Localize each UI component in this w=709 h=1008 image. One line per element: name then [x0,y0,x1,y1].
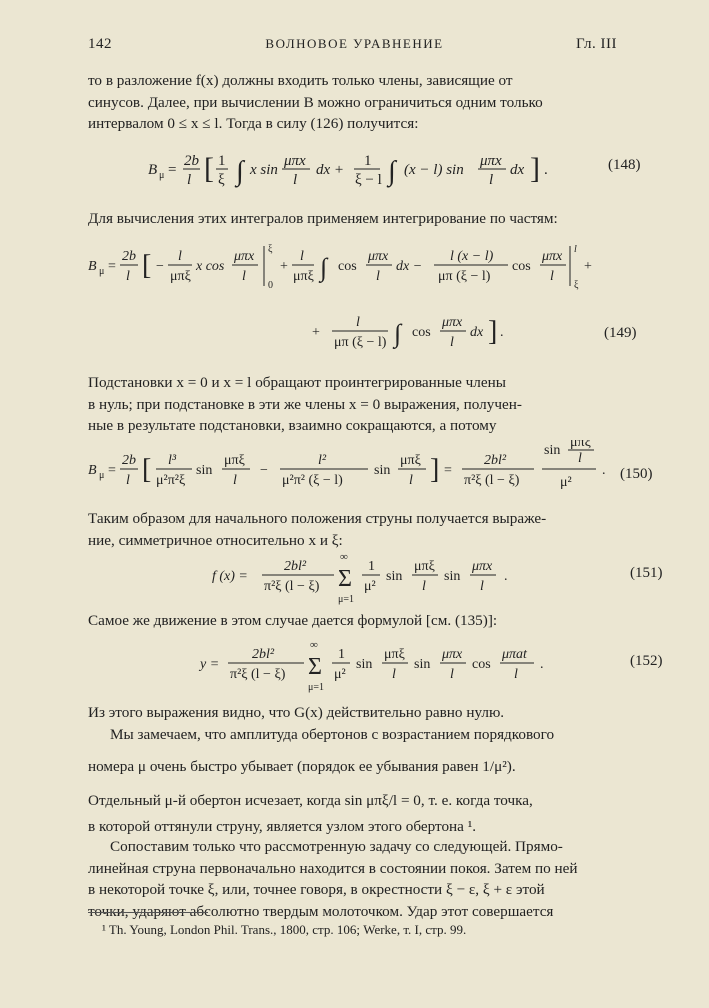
svg-text:l: l [514,667,518,682]
svg-text:ξ: ξ [268,244,273,255]
svg-text:sin: sin [386,569,403,584]
svg-text:l: l [233,473,237,488]
text-line: в которой оттянули струну, является узлом этого обертона ¹. [88,817,477,835]
text-line: синусов. Далее, при вычислении B можно ограничиться одним только [88,93,543,111]
svg-text:cos: cos [472,657,491,672]
paragraph-4 [88,508,628,551]
equation-152 [88,638,663,699]
svg-text:[: [ [142,454,152,485]
svg-text:μπx: μπx [542,249,563,264]
svg-text:l: l [300,249,304,264]
svg-text:B: B [88,259,97,274]
svg-text:+: + [312,325,320,340]
svg-text:−: − [260,463,268,478]
text-line: в некоторой точке ξ, или, точнее говоря, в окрестности ξ − ε, ξ + ε этой [88,881,545,898]
equation-number: (148) [608,157,641,173]
equation-148-graphic [88,140,648,200]
svg-text:]: ] [430,454,440,485]
paragraph-6 [88,702,628,724]
svg-text:sin: sin [374,463,391,478]
svg-text:π²ξ (l − ξ): π²ξ (l − ξ) [264,579,320,594]
svg-text:2b: 2b [122,249,136,264]
svg-text:=: = [444,463,452,478]
svg-text:∫: ∫ [388,156,396,187]
text-line: то в разложение f(x) должны входить только члены, зависящие от [88,72,513,89]
svg-text:cos: cos [412,325,431,340]
svg-text:=: = [108,259,116,274]
svg-text:l: l [409,473,413,488]
svg-text:l: l [293,172,298,188]
paragraph-1 [88,70,628,135]
equation-148 [88,140,648,205]
svg-text:.: . [540,657,544,672]
svg-text:l: l [126,473,130,488]
svg-text:dx −: dx − [396,259,423,274]
svg-text:.: . [504,569,508,584]
svg-text:μπξ: μπξ [414,559,435,574]
svg-text:]: ] [530,152,540,185]
svg-text:l: l [578,451,582,466]
svg-text:l: l [450,667,454,682]
text-line: Самое же движение в этом случае дается формулой [см. (135)]: [88,612,498,629]
svg-text:μ²π² (ξ − l): μ²π² (ξ − l) [282,473,343,488]
svg-text:sin: sin [196,463,213,478]
svg-text:B: B [148,162,158,178]
svg-text:∞: ∞ [340,551,348,563]
svg-text:cos: cos [338,259,357,274]
svg-text:(x − l) sin: (x − l) sin [404,162,464,178]
svg-text:dx: dx [510,162,525,178]
footnote-rule [88,912,208,913]
equation-number: (150) [620,466,653,482]
svg-text:l: l [126,269,130,284]
svg-text:ξ − l: ξ − l [355,172,382,188]
equation-150-graphic [88,440,648,500]
svg-text:[: [ [142,250,152,281]
svg-text:ξ: ξ [574,280,579,291]
paragraph-7 [88,724,628,777]
svg-text:l: l [356,315,360,330]
svg-text:μ: μ [99,470,105,481]
svg-text:sin: sin [414,657,431,672]
svg-text:1: 1 [338,647,345,662]
svg-text:cos: cos [512,259,531,274]
svg-text:dx +: dx + [316,162,345,178]
svg-text:μπx: μπx [368,249,389,264]
paragraph-3 [88,372,628,437]
svg-text:μπξ: μπξ [293,269,314,284]
svg-text:y =: y = [200,657,220,672]
svg-text:∫: ∫ [236,156,244,187]
text-line: Отдельный μ-й обертон исчезает, когда sin μπξ/l = 0, т. е. когда точка, [88,792,533,809]
svg-text:l²: l² [318,453,327,468]
svg-text:l: l [550,269,554,284]
text-line: линейная струна первоначально находится в состоянии покоя. Затем по ней [88,859,578,877]
svg-text:.: . [544,162,548,178]
svg-text:l: l [178,249,182,264]
svg-text:x cos: x cos [196,259,225,274]
svg-text:=: = [168,162,177,178]
svg-text:0: 0 [268,280,273,291]
svg-text:sin: sin [544,443,561,458]
svg-text:l (x − l): l (x − l) [450,249,494,264]
paragraph-5 [88,610,628,632]
svg-text:∫: ∫ [394,319,402,348]
svg-text:−: − [156,259,164,274]
svg-text:μπξ: μπξ [400,453,421,468]
svg-text:μ²: μ² [560,475,572,490]
text-line: Из этого выражения видно, что G(x) действительно равно нулю. [88,704,505,721]
svg-text:+: + [584,259,592,274]
svg-text:x sin: x sin [250,162,278,178]
equation-150 [88,440,653,505]
svg-text:μπx: μπx [472,559,493,574]
footnote: ¹ Th. Young, London Phil. Trans., 1800, стр. 106; Werke, т. I, стр. 99. [102,922,467,937]
svg-text:=: = [108,463,116,478]
svg-text:2b: 2b [122,453,136,468]
svg-text:l: l [187,172,192,188]
text-line: Для вычисления этих интегралов применяем интегрирование по частям: [88,210,558,227]
paragraph-9 [88,836,628,922]
equation-152-graphic [88,638,648,694]
svg-text:.: . [602,463,606,478]
text-line: номера μ очень быстро убывает (порядок ее убывания равен 1/μ²). [88,757,516,775]
equation-number: (149) [604,325,637,341]
svg-text:l: l [574,244,577,255]
svg-text:sin: sin [356,657,373,672]
running-title: ВОЛНОВОЕ УРАВНЕНИЕ [265,36,444,51]
text-line: Подстановки x = 0 и x = l обращают проинтегрированные члены [88,374,506,391]
chapter-label: Гл. III [575,36,617,52]
svg-text:∞: ∞ [310,639,318,651]
paragraph-8 [88,790,628,837]
svg-text:μ=1: μ=1 [338,594,355,605]
svg-text:l: l [242,269,246,284]
svg-text:+: + [280,259,288,274]
svg-text:]: ] [488,316,498,347]
svg-text:l: l [422,579,426,594]
svg-text:2bl²: 2bl² [252,647,275,662]
svg-text:μπx: μπx [442,315,463,330]
svg-text:B: B [88,463,97,478]
paragraph-2 [88,208,628,230]
svg-text:μπx: μπx [284,153,306,169]
svg-text:μπ (ξ − l): μπ (ξ − l) [438,269,491,284]
svg-text:l: l [489,172,494,188]
svg-text:μπx: μπx [442,647,463,662]
text-line: в нуль; при подстановке в эти же члены x = 0 выражения, получен- [88,395,522,413]
svg-text:μπξ: μπξ [170,269,191,284]
text-line: Мы замечаем, что амплитуда обертонов с возрастанием порядкового [110,726,555,743]
svg-text:[: [ [204,152,214,185]
svg-text:μπξ: μπξ [570,440,591,450]
svg-text:1: 1 [364,153,372,169]
svg-text:Σ: Σ [338,566,352,592]
text-line: точки, ударяют абсолютно твердым молоточком. Удар этот совершается [88,902,554,920]
svg-text:μπx: μπx [480,153,502,169]
svg-text:ξ: ξ [218,172,225,188]
svg-text:μπξ: μπξ [224,453,245,468]
svg-text:μ=1: μ=1 [308,682,325,693]
svg-text:1: 1 [368,559,375,574]
svg-text:1: 1 [218,153,226,169]
svg-text:l: l [376,269,380,284]
equation-number: (151) [630,565,663,581]
equation-number: (152) [630,653,663,669]
svg-text:2bl²: 2bl² [484,453,507,468]
svg-text:π²ξ (l − ξ): π²ξ (l − ξ) [464,473,520,488]
svg-text:μπ (ξ − l): μπ (ξ − l) [334,335,387,350]
svg-text:μ²π²ξ: μ²π²ξ [156,473,186,488]
svg-text:l: l [392,667,396,682]
svg-text:f (x) =: f (x) = [212,569,248,584]
svg-text:μπat: μπat [502,647,527,662]
svg-text:2b: 2b [184,153,199,169]
svg-text:l³: l³ [168,453,177,468]
svg-text:∫: ∫ [320,253,328,282]
text-line: интервалом 0 ≤ x ≤ l. Тогда в силу (126) получится: [88,115,419,132]
page-number: 142 [88,36,112,52]
equation-151 [88,550,663,611]
svg-text:.: . [500,325,504,340]
text-line: ные в результате подстановки, взаимно сокращаются, а потому [88,417,497,434]
svg-text:dx: dx [470,325,484,340]
svg-text:μ²: μ² [364,579,376,594]
svg-text:π²ξ (l − ξ): π²ξ (l − ξ) [230,667,286,682]
svg-text:μπx: μπx [234,249,255,264]
equation-149 [88,238,648,363]
text-line: Таким образом для начального положения струны получается выраже- [88,510,547,527]
text-line: Сопоставим только что рассмотренную задачу со следующей. Прямо- [110,838,563,855]
svg-text:μ: μ [99,266,105,277]
text-line: ние, симметричное относительно x и ξ: [88,531,343,549]
equation-151-graphic [88,550,648,606]
svg-text:Σ: Σ [308,654,322,680]
svg-text:μ: μ [159,170,165,181]
svg-text:μ²: μ² [334,667,346,682]
svg-text:2bl²: 2bl² [284,559,307,574]
svg-text:μπξ: μπξ [384,647,405,662]
svg-text:sin: sin [444,569,461,584]
equation-149-graphic [88,238,668,358]
svg-text:l: l [480,579,484,594]
svg-text:l: l [450,335,454,350]
